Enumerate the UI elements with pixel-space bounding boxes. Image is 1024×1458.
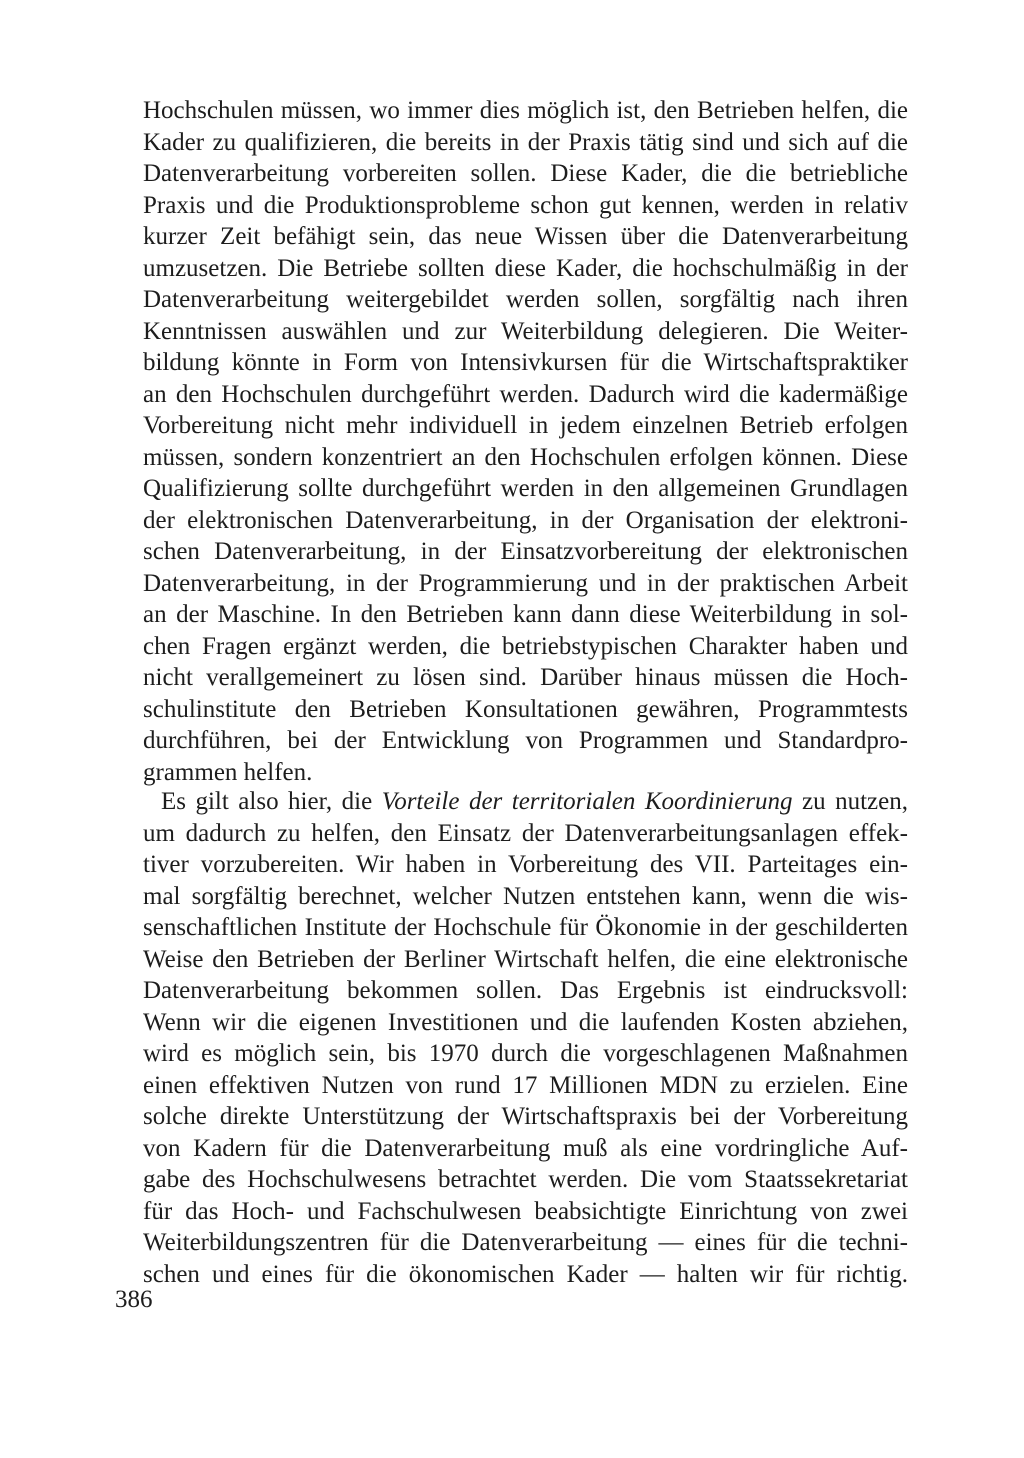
text-line: Vorbereitung nicht mehr individuell in jedem einzelnen Betrieb erfolgen — [143, 412, 908, 439]
text-line: wird es möglich sein, bis 1970 durch die vorgeschlagenen Maßnahmen — [143, 1040, 908, 1067]
text-line: Weise den Betrieben der Berliner Wirtschaft helfen, die eine elektronische — [143, 945, 908, 973]
text-line-first — [143, 786, 908, 818]
text-line: an den Hochschulen durchgeführt werden. Dadurch wird die kadermäßige — [143, 380, 908, 408]
text-line: um dadurch zu helfen, den Einsatz der Datenverarbeitungsanlagen effek- — [143, 819, 908, 847]
text-line: der elektronischen Datenverarbeitung, in der Organisation der elektroni- — [143, 506, 908, 534]
text-line: mal sorgfältig berechnet, welcher Nutzen entstehen kann, wenn die wis- — [143, 882, 908, 910]
text-line: schen und eines für die ökonomischen Kader — halten wir für richtig. — [143, 1260, 908, 1288]
text-line: schen Datenverarbeitung, in der Einsatzvorbereitung der elektronischen — [143, 538, 908, 565]
page-number: 386 — [115, 1286, 153, 1313]
text-line: durchführen, bei der Entwicklung von Programmen und Standardpro- — [143, 727, 908, 754]
text-line: Datenverarbeitung bekommen sollen. Das Ergebnis ist eindrucksvoll: — [143, 977, 908, 1004]
text-line: senschaftlichen Institute der Hochschule für Ökonomie in der geschilderten — [143, 914, 908, 941]
text-line: Hochschulen müssen, wo immer dies möglich ist, den Betrieben helfen, die — [143, 97, 908, 124]
text-line: Datenverarbeitung, in der Programmierung und in der praktischen Arbeit — [143, 569, 908, 597]
text-line: Kenntnissen auswählen und zur Weiterbildung delegieren. Die Weiter- — [143, 317, 908, 345]
text-line: Kader zu qualifizieren, die bereits in der Praxis tätig sind und sich auf die — [143, 128, 908, 156]
paragraph-2 — [143, 786, 908, 1290]
text-line: schulinstitute den Betrieben Konsultationen gewähren, Programmtests — [143, 695, 908, 723]
text-line: an der Maschine. In den Betrieben kann dann diese Weiterbildung in sol- — [143, 601, 908, 628]
text-line: für das Hoch- und Fachschulwesen beabsichtigte Einrichtung von zwei — [143, 1197, 908, 1225]
text-run: zu nutzen, — [792, 788, 908, 815]
text-line: solche direkte Unterstützung der Wirtschaftspraxis bei der Vorbereitung — [143, 1103, 908, 1130]
emphasis-text: Vorteile der territorialen Koordinierung — [381, 788, 793, 815]
text-line: grammen helfen. — [143, 758, 313, 786]
text-line: umzusetzen. Die Betriebe sollten diese Kader, die hochschulmäßig in der — [143, 254, 908, 282]
text-line: bildung könnte in Form von Intensivkursen für die Wirtschaftspraktiker — [143, 349, 908, 376]
text-line: einen effektiven Nutzen von rund 17 Millionen MDN zu erzielen. Eine — [143, 1071, 908, 1099]
text-line: Datenverarbeitung weitergebildet werden sollen, sorgfältig nach ihren — [143, 286, 908, 313]
paragraph-1 — [143, 95, 908, 788]
text-line: Qualifizierung sollte durchgeführt werden in den allgemeinen Grundlagen — [143, 475, 908, 502]
text-line: von Kadern für die Datenverarbeitung muß als eine vordringliche Auf- — [143, 1134, 908, 1162]
text-line: tiver vorzubereiten. Wir haben in Vorbereitung des VII. Parteitages ein- — [143, 851, 908, 878]
text-line: müssen, sondern konzentriert an den Hochschulen erfolgen können. Diese — [143, 443, 908, 471]
text-run: Es gilt also hier, die — [161, 788, 382, 815]
text-line: Praxis und die Produktionsprobleme schon gut kennen, werden in relativ — [143, 191, 908, 219]
text-line: Weiterbildungszentren für die Datenverarbeitung — eines für die techni- — [143, 1229, 908, 1256]
text-line: Datenverarbeitung vorbereiten sollen. Diese Kader, die die betriebliche — [143, 160, 908, 187]
text-line: chen Fragen ergänzt werden, die betriebstypischen Charakter haben und — [143, 632, 908, 660]
text-line: Wenn wir die eigenen Investitionen und die laufenden Kosten abziehen, — [143, 1008, 908, 1036]
text-line: nicht verallgemeinert zu lösen sind. Darüber hinaus müssen die Hoch- — [143, 664, 908, 691]
text-line: kurzer Zeit befähigt sein, das neue Wissen über die Datenverarbeitung — [143, 223, 908, 250]
text-line: gabe des Hochschulwesens betrachtet werden. Die vom Staatssekretariat — [143, 1166, 908, 1193]
